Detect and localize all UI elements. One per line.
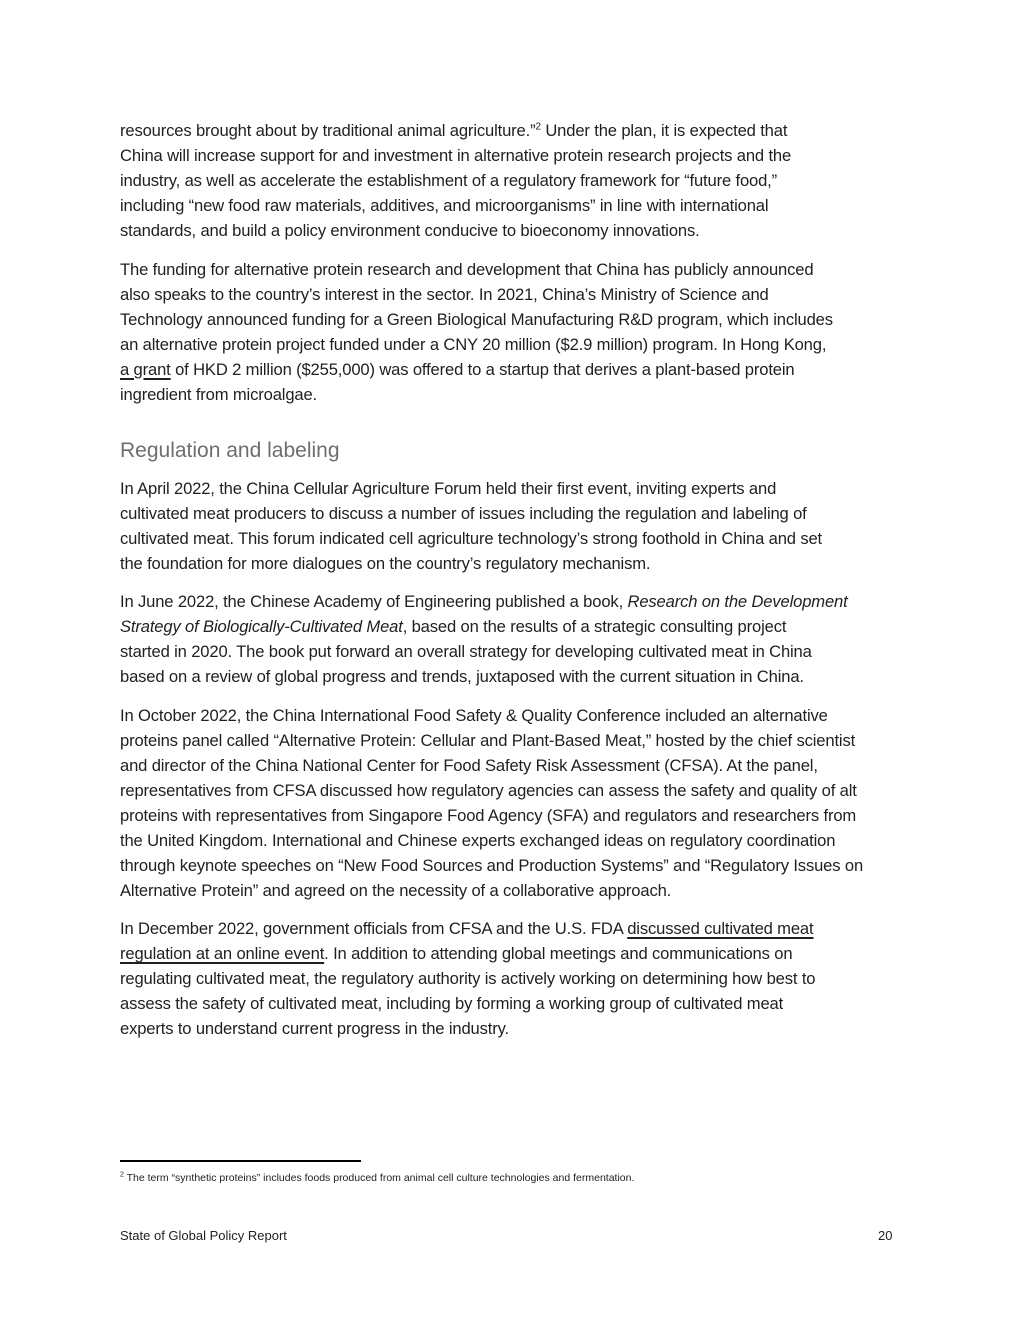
- section-heading: Regulation and labeling: [120, 438, 340, 462]
- text-line: assess the safety of cultivated meat, including by forming a working group of cultivated meat: [120, 994, 784, 1013]
- text-line: In April 2022, the China Cellular Agriculture Forum held their first event, inviting experts and: [120, 478, 777, 498]
- text-line: representatives from CFSA discussed how regulatory agencies can assess the safety and quality of alt: [120, 780, 857, 800]
- text-line: Alternative Protein” and agreed on the necessity of a collaborative approach.: [120, 880, 672, 900]
- text-line: proteins with representatives from Singapore Food Agency (SFA) and regulators and researchers from: [120, 805, 857, 825]
- footnote-divider: [120, 1160, 361, 1162]
- text-line: regulating cultivated meat, the regulatory authority is actively working on determining how best to: [120, 969, 816, 988]
- text-line: the United Kingdom. International and Chinese experts exchanged ideas on regulatory coordination: [120, 830, 836, 850]
- text-line: the foundation for more dialogues on the country’s regulatory mechanism.: [120, 553, 651, 573]
- paragraph-funding: [120, 257, 930, 407]
- text-line: cultivated meat. This forum indicated cell agriculture technology’s strong foothold in China and set: [120, 528, 823, 548]
- text-line: In June 2022, the Chinese Academy of Engineering published a book, Research on the Development: [120, 592, 848, 611]
- text-line: based on a review of global progress and trends, juxtaposed with the current situation in China.: [120, 667, 804, 686]
- footnote-number: 2: [120, 1171, 124, 1179]
- footnote: [120, 1171, 634, 1185]
- footnote-reference[interactable]: 2: [535, 121, 541, 133]
- text-line: standards, and build a policy environment conducive to bioeconomy innovations.: [120, 221, 700, 240]
- paragraph-plan: [120, 118, 930, 243]
- text-line: ingredient from microalgae.: [120, 384, 318, 404]
- book-title: Research on the Development: [627, 592, 848, 611]
- footer-report-title: State of Global Policy Report: [120, 1228, 287, 1243]
- text-line: started in 2020. The book put forward an overall strategy for developing cultivated meat in China: [120, 642, 812, 661]
- footnote-text: The term “synthetic proteins” includes foods produced from animal cell culture technologies and fermentation.: [123, 1172, 635, 1184]
- text-line: also speaks to the country’s interest in the sector. In 2021, China’s Ministry of Science and: [120, 284, 769, 304]
- text-line: The funding for alternative protein research and development that China has publicly announced: [120, 259, 814, 279]
- text-line: In October 2022, the China International Food Safety & Quality Conference included an alternative: [120, 705, 828, 725]
- paragraph-june-2022: [120, 589, 930, 689]
- text-line: and director of the China National Center for Food Safety Risk Assessment (CFSA). At the panel,: [120, 755, 818, 775]
- text-line: China will increase support for and investment in alternative protein research projects and the: [120, 146, 792, 165]
- text-line: through keynote speeches on “New Food Sources and Production Systems” and “Regulatory Issues on: [120, 855, 864, 875]
- text-line: experts to understand current progress in the industry.: [120, 1019, 509, 1038]
- paragraph-april-2022: [120, 476, 930, 576]
- grant-link[interactable]: a grant: [120, 359, 171, 379]
- online-event-link[interactable]: discussed cultivated meat: [627, 919, 814, 938]
- text-line: cultivated meat producers to discuss a number of issues including the regulation and labeling of: [120, 503, 807, 523]
- text-line: In December 2022, government officials from CFSA and the U.S. FDA discussed cultivated meat: [120, 919, 814, 938]
- paragraph-october-2022: [120, 703, 930, 903]
- page-number: 20: [878, 1228, 893, 1243]
- text-line: resources brought about by traditional animal agriculture.”$^2$ Under the plan, it is expected that: [120, 121, 788, 140]
- text-line: proteins panel called “Alternative Protein: Cellular and Plant-Based Meat,” hosted by the chief scientist: [120, 730, 856, 750]
- page-body: [120, 118, 930, 1055]
- text-line: Strategy of Biologically-Cultivated Meat, based on the results of a strategic consulting project: [120, 617, 787, 636]
- online-event-link[interactable]: regulation at an online event: [120, 944, 325, 963]
- paragraph-december-2022: [120, 916, 930, 1041]
- book-title: Strategy of Biologically-Cultivated Meat: [120, 617, 403, 636]
- text-line: including “new food raw materials, additives, and microorganisms” in line with international: [120, 196, 769, 215]
- text-line: a grant of HKD 2 million ($255,000) was offered to a startup that derives a plant-based protein: [120, 359, 795, 379]
- text-line: an alternative protein project funded under a CNY 20 million ($2.9 million) program. In Hong Kong,: [120, 334, 827, 354]
- text-line: industry, as well as accelerate the establishment of a regulatory framework for “future food,”: [120, 171, 778, 190]
- text-line: Technology announced funding for a Green Biological Manufacturing R&D program, which includes: [120, 309, 833, 329]
- text-line: regulation at an online event. In addition to attending global meetings and communications on: [120, 944, 793, 963]
